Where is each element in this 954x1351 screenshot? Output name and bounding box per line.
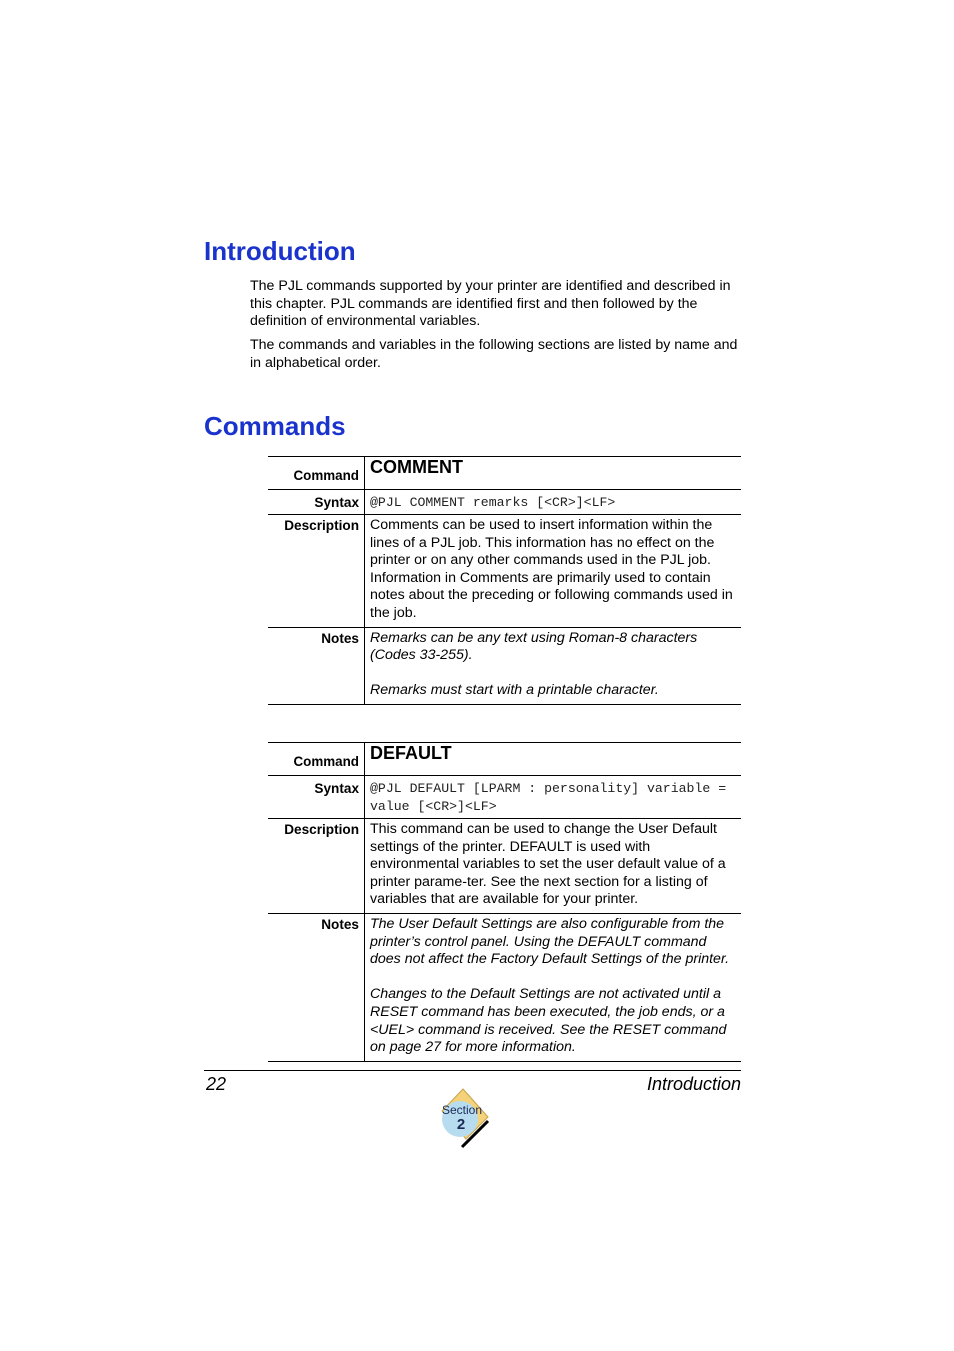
command-row — [268, 457, 741, 490]
section-tab-number: 2 — [456, 1116, 466, 1133]
page-number: 22 — [206, 1074, 227, 1094]
command-label: Command — [268, 743, 365, 776]
command-name: COMMENT — [365, 457, 742, 490]
notes-row — [268, 627, 741, 704]
note-1: Remarks can be any text using Roman-8 characters (Codes 33-255). — [370, 629, 698, 664]
notes-value — [365, 627, 742, 704]
notes-row — [268, 913, 741, 1061]
notes-label: Notes — [268, 913, 365, 1061]
description-row — [268, 819, 741, 914]
description-value: Comments can be used to insert information within the lines of a PJL job. This information has no effect on the printer or on any other commands used in the PJL job. Information in Comments are primarily used to contain notes about the preceding or following commands used in the job. — [365, 515, 742, 628]
syntax-row — [268, 490, 741, 515]
note-2: Changes to the Default Settings are not activated until a RESET command has been executed, the job ends, or a <UEL> command is received. See the RESET command on page 27 for more information. — [370, 986, 727, 1056]
intro-heading: Introduction — [204, 236, 356, 266]
default-command-table — [268, 742, 741, 1062]
syntax-value: @PJL COMMENT remarks [<CR>]<LF> — [365, 490, 742, 515]
syntax-label: Syntax — [268, 776, 365, 819]
command-row — [268, 743, 741, 776]
syntax-value: @PJL DEFAULT [LPARM : personality] variable = value [<CR>]<LF> — [365, 776, 742, 819]
notes-label: Notes — [268, 627, 365, 704]
section-tab-label: Section — [441, 1103, 483, 1117]
description-row — [268, 515, 741, 628]
description-value: This command can be used to change the User Default settings of the printer. DEFAULT is used with environmental variables to set the user default value of a printer parame-ter. See the next section for a listing of variables that are available for your printer. — [365, 819, 742, 914]
commands-heading: Commands — [204, 411, 346, 441]
intro-paragraph-2: The commands and variables in the following sections are listed by name and in alphabetical order. — [250, 337, 738, 371]
footer-rule — [204, 1070, 741, 1071]
note-2: Remarks must start with a printable character. — [370, 682, 659, 699]
section-tab-icon — [436, 1087, 494, 1151]
command-name: DEFAULT — [365, 743, 742, 776]
description-label: Description — [268, 819, 365, 914]
comment-command-table — [268, 456, 741, 705]
syntax-row — [268, 776, 741, 819]
intro-paragraph-1: The PJL commands supported by your printer are identified and described in this chapter. PJL commands are identified first and then followed by the definition of environmental variables. — [250, 278, 731, 330]
footer-title: Introduction — [646, 1074, 741, 1094]
notes-value — [365, 913, 742, 1061]
command-label: Command — [268, 457, 365, 490]
syntax-label: Syntax — [268, 490, 365, 515]
description-label: Description — [268, 515, 365, 628]
note-1: The User Default Settings are also configurable from the printer’s control panel. Using the DEFAULT command does not affect the Factory Default Settings of the printer. — [370, 915, 730, 968]
